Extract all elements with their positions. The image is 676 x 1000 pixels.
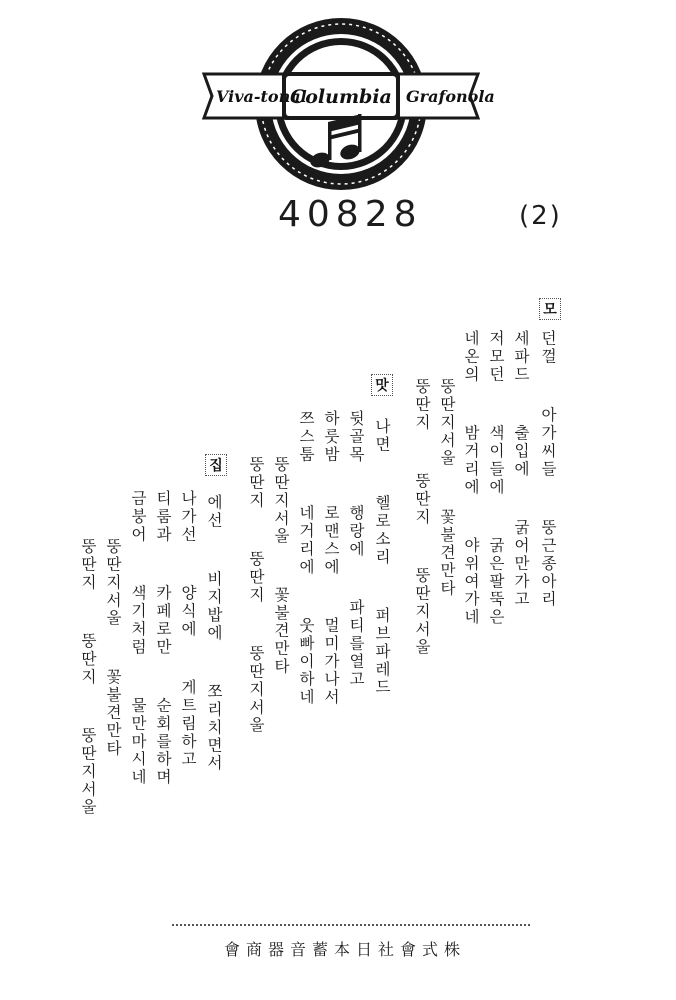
brand-right-text: Grafonola (406, 87, 495, 106)
verse3-line-3: 티룸과 카페로만 순회를하며 (154, 490, 172, 787)
verse1-tag: 모 (539, 298, 561, 320)
verse3-line-2: 나가선 양식에 게트림하고 (179, 490, 197, 769)
verse2-line-3: 하룻밤 로맨스에 멀미가나서 (322, 410, 340, 707)
verse3-tag: 집 (205, 454, 227, 476)
verse1-line-5: 뚱딴지서울 꽃불견만타 (438, 378, 456, 598)
columbia-logo (200, 14, 495, 194)
footer-company-name: 會商器音蓄本日社會式株 (223, 940, 466, 959)
verse2-line-5: 뚱딴지서울 꽃불견만타 (272, 456, 290, 676)
brand-left-text: Viva-tonal (216, 87, 307, 106)
verse2-tag: 맛 (371, 374, 393, 396)
verse3-line-1: 에선 비지밥에 쪼리치면서 (205, 494, 223, 773)
verse2-line-6: 뚱딴지 뚱딴지 뚱딴지서울 (247, 456, 265, 735)
brand-center-text: Columbia (290, 86, 392, 108)
verse1-line-6: 뚱딴지 뚱딴지 뚱딴지서울 (413, 378, 431, 657)
verse3-line-4: 금붕어 색기처럼 물만마시네 (129, 490, 147, 787)
verse1-line-4: 네온의 밤거리에 야위여가네 (462, 330, 480, 627)
columbia-logo-graphic (200, 14, 495, 194)
verse2-line-2: 뒷골목 행랑에 파티를열고 (347, 410, 365, 689)
verse2-line-1: 나면 헬로소리 퍼브파레드 (373, 418, 391, 697)
record-number: 40828 (278, 194, 423, 235)
verse3-line-5: 뚱딴지서울 꽃불견만타 (104, 538, 122, 758)
footer-divider (172, 924, 530, 926)
verse2-line-4: 쯔스툼 네거리에 웃빠이하네 (297, 410, 315, 707)
verse1-line-2: 세파드 출입에 굵어만가고 (512, 330, 530, 609)
verse3-line-6: 뚱딴지 뚱딴지 뚱딴지서울 (79, 538, 97, 817)
side-number: (2) (519, 201, 562, 231)
verse1-line-3: 저모던 색이들에 굵은팔뚝은 (487, 330, 505, 627)
verse1-line-1: 던껄 아가씨들 뚱근종아리 (539, 330, 557, 609)
